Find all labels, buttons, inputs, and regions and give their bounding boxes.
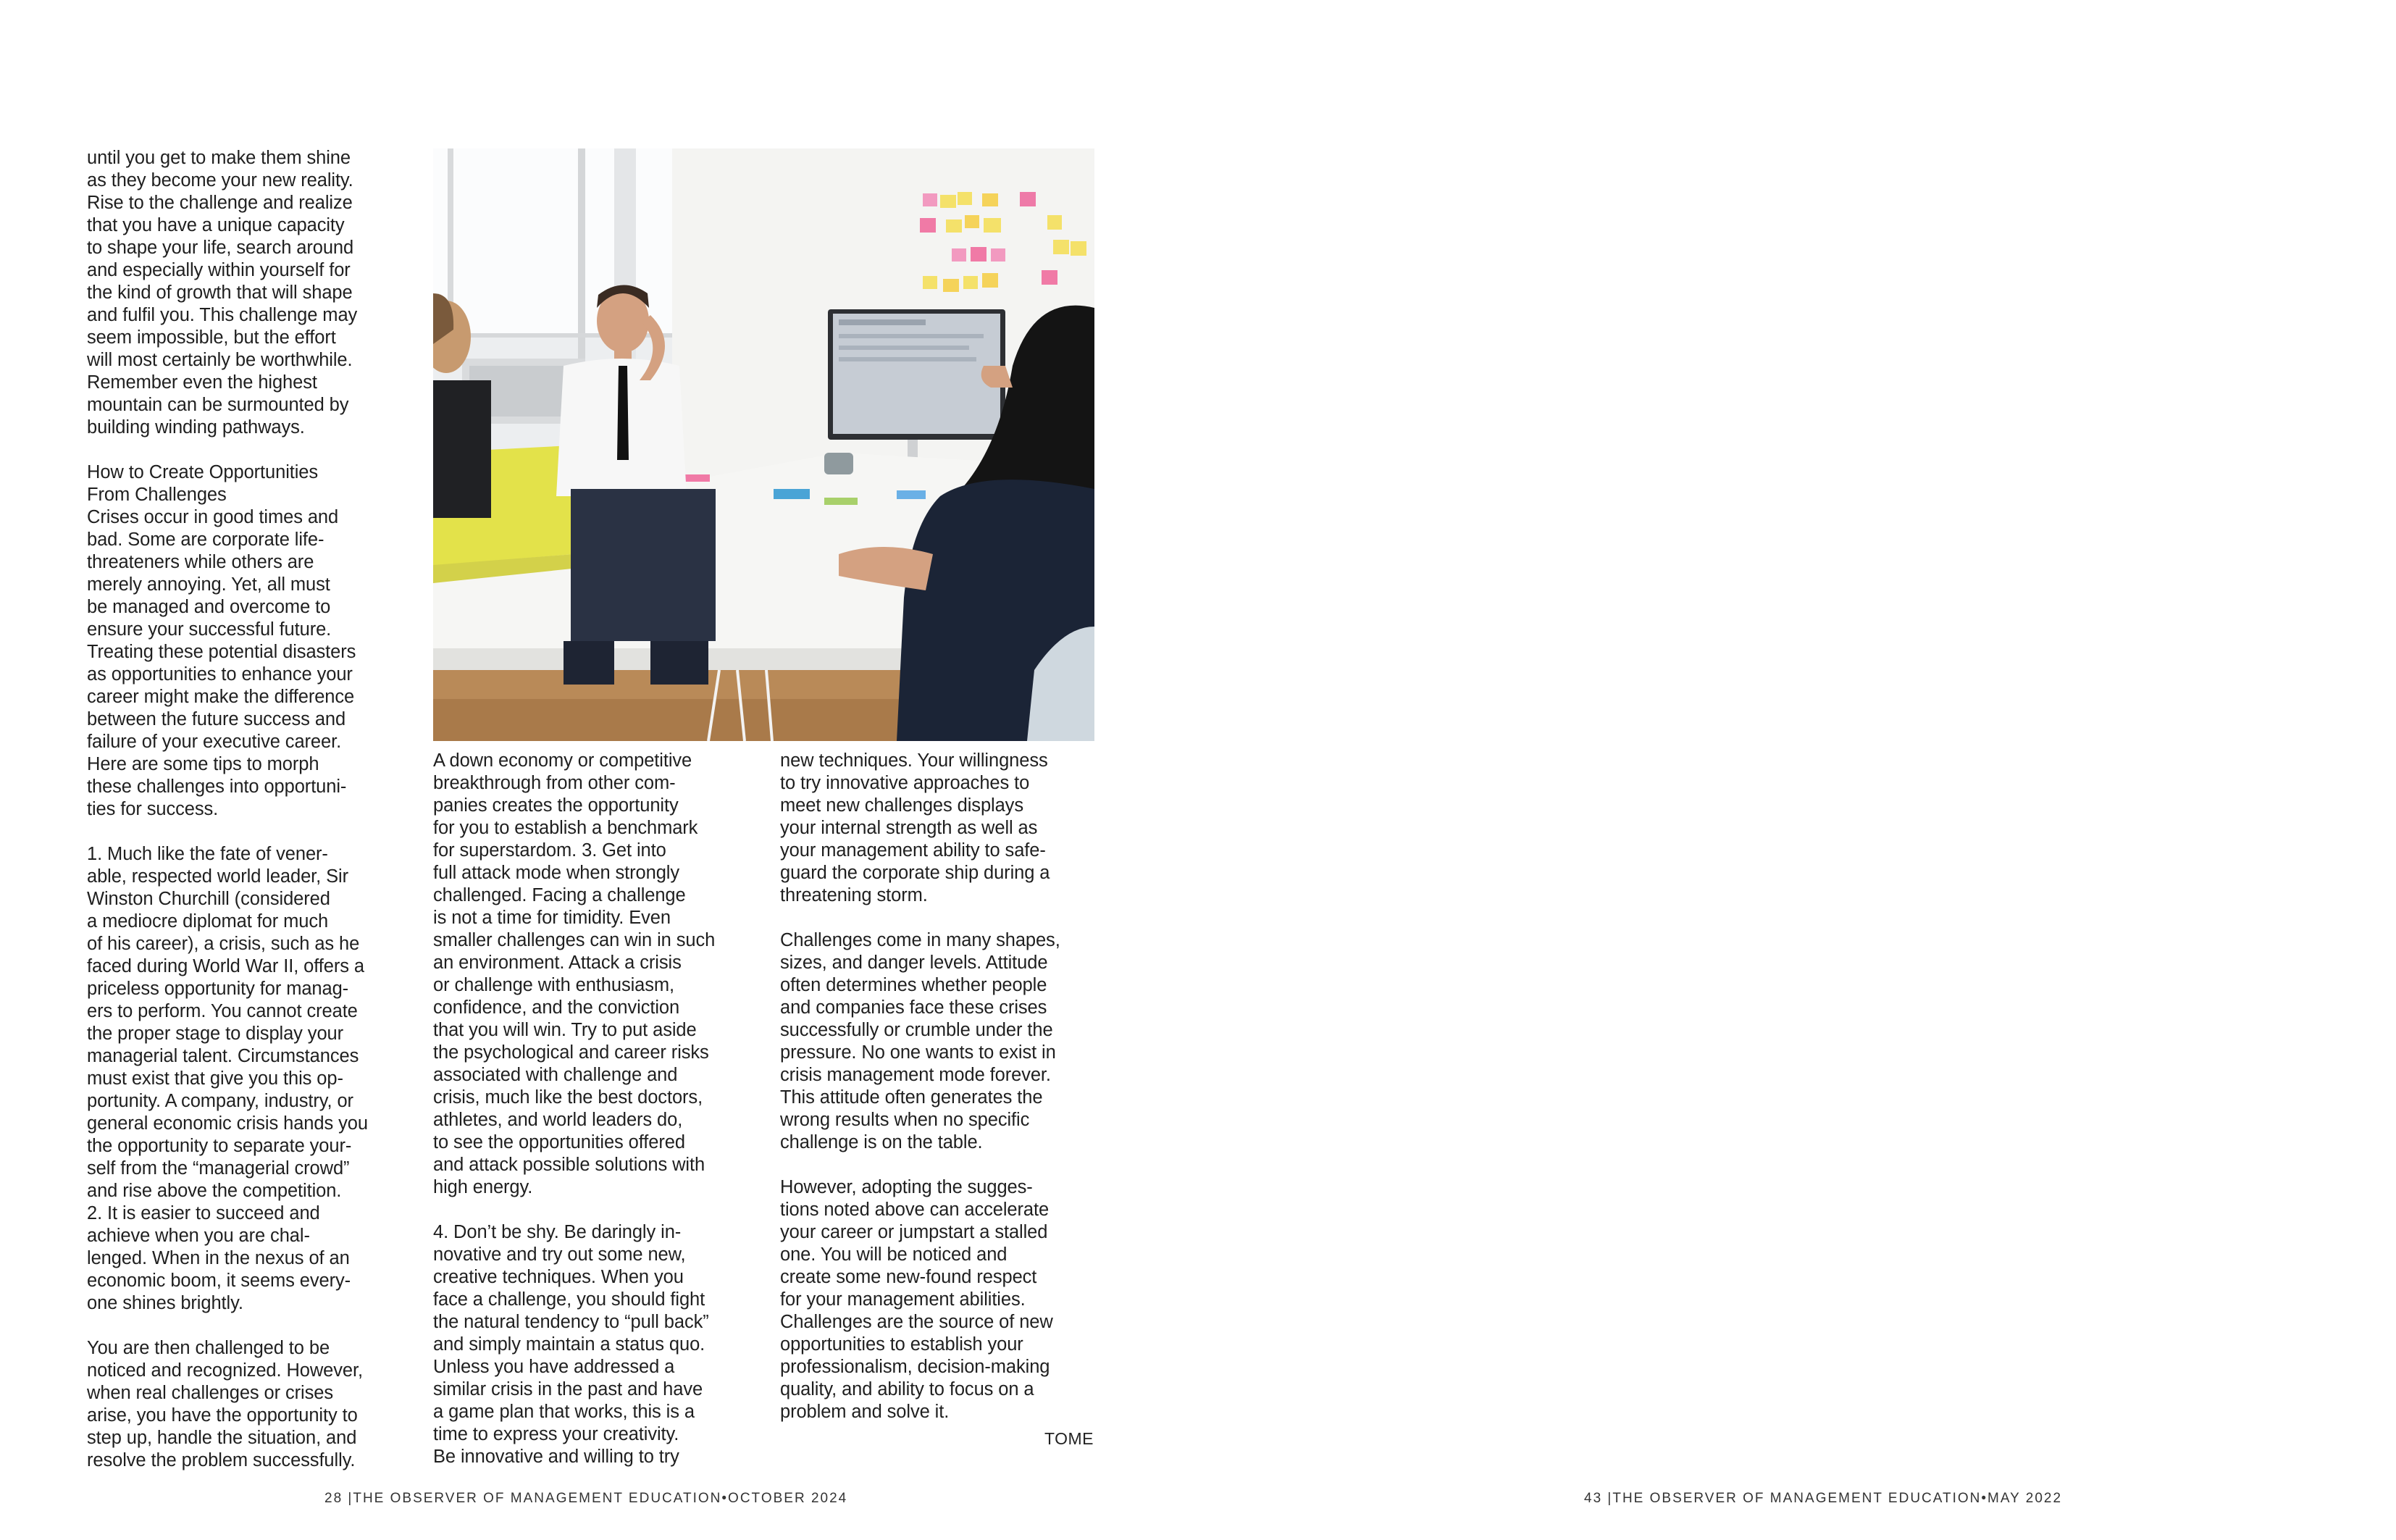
author-credit: TOME: [1044, 1429, 1094, 1448]
article-column-1: until you get to make them shine as they become your new reality. Rise to the challenge and realize that you have a unique capacity to shape your life, search around and especially within yourself for the kind of growth that will shape and fulfil you. This challenge may seem impossible, but the effort will most certainly be worthwhile. Remember even the highest mountain can be surmounted by building winding pathways. How to Create Opportunities From Challenges Crises occur in good times and bad. Some are corporate life- threateners while others are merely annoying. Yet, all must be managed and overcome to ensure your successful future. Treating these potential disasters as opportunities to enhance your career might make the difference between the future success and failure of your executive career. Here are some tips to morph these challenges into opportuni- ties for success. 1. Much like the fate of vener- able, respected world leader, Sir Winston Churchill (considered a mediocre diplomat for much of his career), a crisis, such as he faced during World War II, offers a priceless opportunity for manag- ers to perform. You cannot create the proper stage to display your managerial talent. Circumstances must exist that give you this op- portunity. A company, industry, or general economic crisis hands you the opportunity to separate your- self from the “managerial crowd” and rise above the competition. 2. It is easier to succeed and achieve when you are chal- lenged. When in the nexus of an economic boom, it seems every- one shines brightly. You are then challenged to be noticed and recognized. However, when real challenges or crises arise, you have the opportunity to step up, handle the situation, and resolve the problem successfully.: [87, 148, 368, 1470]
right-page-footer: 43 |THE OBSERVER OF MANAGEMENT EDUCATION•MAY 2022: [1584, 1491, 2063, 1506]
article-column-2: A down economy or competitive breakthrough from other com- panies creates the opportunity for you to establish a benchmark for superstardom. 3. Get into full attack mode when strongly challenged. Facing a challenge is not a time for timidity. Even smaller challenges can win in such an environment. Attack a crisis or challenge with enthusiasm, confidence, and the conviction that you will win. Try to put aside the psychological and career risks associated with challenge and crisis, much like the best doctors, athletes, and world leaders do, to see the opportunities offered and attack possible solutions with high energy. 4. Don’t be shy. Be daringly in- novative and try out some new, creative techniques. When you face a challenge, you should fight the natural tendency to “pull back” and simply maintain a status quo. Unless you have addressed a similar crisis in the past and have a game plan that works, this is a time to express your creativity. Be innovative and willing to try: [433, 750, 716, 1467]
left-page-footer: 28 |THE OBSERVER OF MANAGEMENT EDUCATION•OCTOBER 2024: [324, 1491, 848, 1506]
article-column-3: new techniques. Your willingness to try innovative approaches to meet new challenges displays your internal strength as well as your management ability to safe- guard the corporate ship during a threatening storm. Challenges come in many shapes, sizes, and danger levels. Attitude often determines whether people and companies face these crises successfully or crumble under the pressure. No one wants to exist in crisis management mode forever. This attitude often generates the wrong results when no specific challenge is on the table. However, adopting the sugges- tions noted above can accelerate your career or jumpstart a stalled one. You will be noticed and create some new-found respect for your management abilities. Challenges are the source of new opportunities to establish your professionalism, decision-making quality, and ability to focus on a problem and solve it.: [780, 750, 1060, 1422]
office-meeting-photo: [433, 148, 1094, 741]
